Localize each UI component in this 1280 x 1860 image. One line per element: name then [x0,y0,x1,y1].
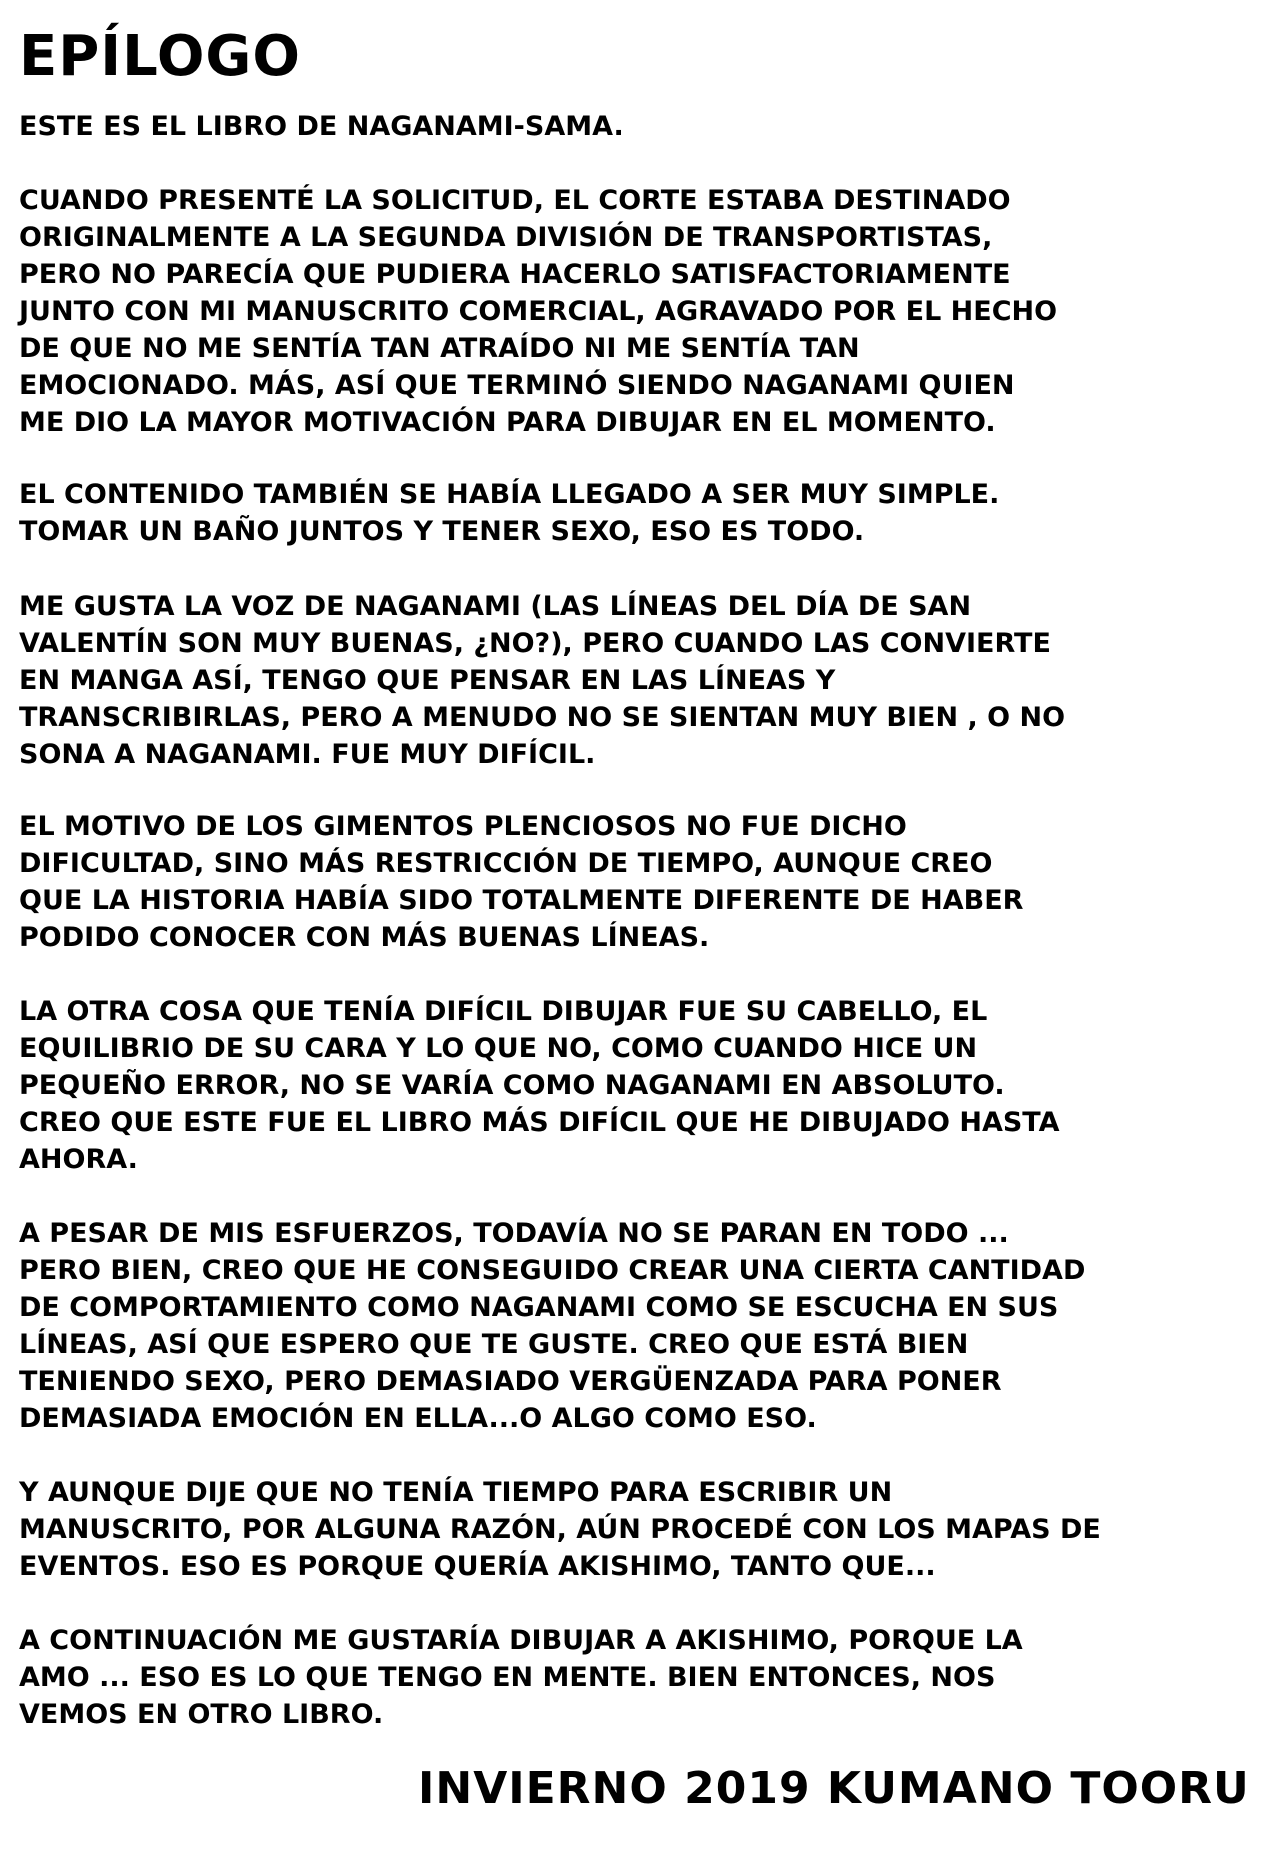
paragraph-line: DE COMPORTAMIENTO COMO NAGANAMI COMO SE ESCUCHA EN SUS [19,1292,1059,1323]
paragraph-line: TENIENDO SEXO, PERO DEMASIADO VERGÜENZADA PARA PONER [19,1366,1002,1397]
paragraph-line: Y AUNQUE DIJE QUE NO TENÍA TIEMPO PARA ESCRIBIR UN [19,1477,893,1508]
paragraph-line: A PESAR DE MIS ESFUERZOS, TODAVÍA NO SE PARAN EN TODO ... [19,1218,1009,1249]
paragraph-line: VALENTÍN SON MUY BUENAS, ¿NO?), PERO CUANDO LAS CONVIERTE [19,628,1051,659]
paragraph-8 [19,1474,1101,1585]
paragraph-line: DEMASIADA EMOCIÓN EN ELLA...O ALGO COMO ESO. [19,1403,817,1434]
paragraph-line: SONA A NAGANAMI. FUE MUY DIFÍCIL. [19,739,596,770]
paragraph-5 [19,808,1023,956]
paragraph-line: TRANSCRIBIRLAS, PERO A MENUDO NO SE SIENTAN MUY BIEN , O NO [19,702,1066,733]
signature: INVIERNO 2019 KUMANO TOORU [418,1763,1250,1814]
paragraph-line: PERO NO PARECÍA QUE PUDIERA HACERLO SATISFACTORIAMENTE [19,259,1011,290]
paragraph-line: ME DIO LA MAYOR MOTIVACIÓN PARA DIBUJAR EN EL MOMENTO. [19,407,996,438]
paragraph-9 [19,1622,1023,1733]
paragraph-line: EVENTOS. ESO ES PORQUE QUERÍA AKISHIMO, TANTO QUE... [19,1551,936,1582]
paragraph-line: EN MANGA ASÍ, TENGO QUE PENSAR EN LAS LÍNEAS Y [19,665,836,696]
paragraph-line: MANUSCRITO, POR ALGUNA RAZÓN, AÚN PROCEDÉ CON LOS MAPAS DE [19,1514,1101,1545]
paragraph-line: EMOCIONADO. MÁS, ASÍ QUE TERMINÓ SIENDO NAGANAMI QUIEN [19,370,1015,401]
paragraph-line: PEQUEÑO ERROR, NO SE VARÍA COMO NAGANAMI EN ABSOLUTO. [19,1070,1005,1101]
paragraph-line: ESTE ES EL LIBRO DE NAGANAMI-SAMA. [19,111,624,142]
paragraph-4 [19,588,1065,773]
page-title: EPÍLOGO [19,24,301,89]
paragraph-line: EQUILIBRIO DE SU CARA Y LO QUE NO, COMO CUANDO HICE UN [19,1033,978,1064]
paragraph-line: LÍNEAS, ASÍ QUE ESPERO QUE TE GUSTE. CREO QUE ESTÁ BIEN [19,1329,969,1360]
paragraph-line: ME GUSTA LA VOZ DE NAGANAMI (LAS LÍNEAS DEL DÍA DE SAN [19,591,972,622]
paragraph-line: AHORA. [19,1144,138,1175]
paragraph-7 [19,1215,1085,1437]
paragraph-3 [19,476,999,550]
paragraph-1 [19,108,624,145]
paragraph-line: EL CONTENIDO TAMBIÉN SE HABÍA LLEGADO A SER MUY SIMPLE. [19,479,1000,510]
paragraph-line: VEMOS EN OTRO LIBRO. [19,1699,384,1730]
paragraph-line: A CONTINUACIÓN ME GUSTARÍA DIBUJAR A AKISHIMO, PORQUE LA [19,1625,1023,1656]
paragraph-6 [19,993,1060,1178]
paragraph-line: DE QUE NO ME SENTÍA TAN ATRAÍDO NI ME SENTÍA TAN [19,333,860,364]
paragraph-2 [19,182,1057,441]
paragraph-line: ORIGINALMENTE A LA SEGUNDA DIVISIÓN DE TRANSPORTISTAS, [19,222,993,253]
paragraph-line: DIFICULTAD, SINO MÁS RESTRICCIÓN DE TIEMPO, AUNQUE CREO [19,848,993,879]
paragraph-line: CREO QUE ESTE FUE EL LIBRO MÁS DIFÍCIL QUE HE DIBUJADO HASTA [19,1107,1060,1138]
paragraph-line: PERO BIEN, CREO QUE HE CONSEGUIDO CREAR UNA CIERTA CANTIDAD [19,1255,1086,1286]
paragraph-line: EL MOTIVO DE LOS GIMENTOS PLENCIOSOS NO FUE DICHO [19,811,907,842]
paragraph-line: AMO ... ESO ES LO QUE TENGO EN MENTE. BIEN ENTONCES, NOS [19,1662,996,1693]
paragraph-line: JUNTO CON MI MANUSCRITO COMERCIAL, AGRAVADO POR EL HECHO [19,296,1058,327]
paragraph-line: PODIDO CONOCER CON MÁS BUENAS LÍNEAS. [19,922,710,953]
paragraph-line: LA OTRA COSA QUE TENÍA DIFÍCIL DIBUJAR FUE SU CABELLO, EL [19,996,988,1027]
paragraph-line: TOMAR UN BAÑO JUNTOS Y TENER SEXO, ESO ES TODO. [19,516,865,547]
paragraph-line: QUE LA HISTORIA HABÍA SIDO TOTALMENTE DIFERENTE DE HABER [19,885,1024,916]
paragraph-line: CUANDO PRESENTÉ LA SOLICITUD, EL CORTE ESTABA DESTINADO [19,185,1011,216]
